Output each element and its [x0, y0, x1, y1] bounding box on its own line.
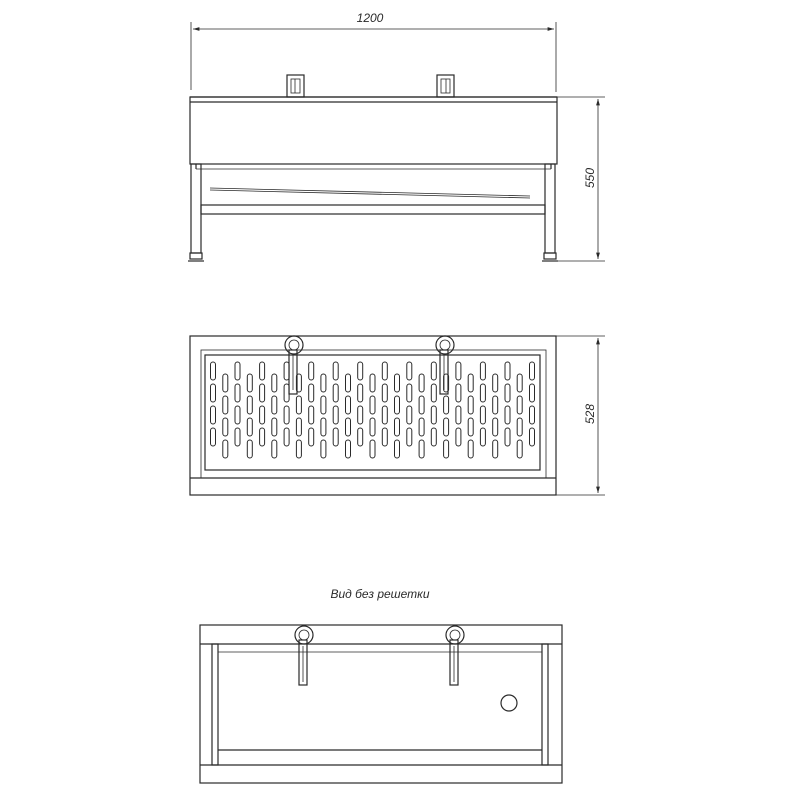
grate-slot: [321, 440, 326, 458]
grate-slot: [223, 396, 228, 414]
top-view: [190, 336, 605, 495]
grate-slot: [223, 440, 228, 458]
grate-slot: [480, 384, 485, 402]
width-dimension-label: 1200: [356, 11, 384, 25]
grate-slot: [517, 440, 522, 458]
grate-slot: [358, 428, 363, 446]
drain-hole: [501, 695, 517, 711]
grate-slot: [272, 396, 277, 414]
grate-slot: [260, 428, 265, 446]
top-view-outline: [190, 336, 556, 495]
grate-slot: [235, 362, 240, 380]
grate-slot: [333, 384, 338, 402]
grate-slot: [247, 374, 252, 392]
grate-slot: [407, 384, 412, 402]
view-caption: Вид без решетки: [330, 587, 430, 601]
grate-slot: [395, 418, 400, 436]
grate-slot: [407, 362, 412, 380]
grate-slot: [284, 428, 289, 446]
grate-slot: [211, 406, 216, 424]
grate-slot: [223, 374, 228, 392]
grate-slot: [382, 406, 387, 424]
grate-slot: [247, 418, 252, 436]
view-without-grate: [200, 587, 562, 783]
grate-slot: [346, 440, 351, 458]
grate-slot: [431, 406, 436, 424]
grate-slot: [505, 428, 510, 446]
grate-slot: [517, 418, 522, 436]
grate-slot: [493, 374, 498, 392]
grate-slot: [358, 362, 363, 380]
grate-slot: [346, 418, 351, 436]
front-view: [188, 11, 605, 261]
grate-slot: [456, 384, 461, 402]
height-dimension: [557, 97, 605, 261]
grate-slot: [211, 362, 216, 380]
grate-slot: [370, 440, 375, 458]
grate-slot: [321, 396, 326, 414]
grate-slot: [407, 428, 412, 446]
width-dimension: [191, 11, 556, 92]
grate-slot: [480, 428, 485, 446]
grate-slot: [505, 384, 510, 402]
grate-slot: [444, 418, 449, 436]
grate-slot: [382, 362, 387, 380]
grate-slot: [370, 396, 375, 414]
grate-slot: [333, 362, 338, 380]
grate-slot: [517, 374, 522, 392]
grate-slot: [309, 428, 314, 446]
depth-dimension-label: 528: [583, 403, 597, 425]
grate-slot: [480, 406, 485, 424]
grate-slot: [530, 428, 535, 446]
grate-slot: [358, 406, 363, 424]
grate-slot: [431, 384, 436, 402]
grate-slot: [517, 396, 522, 414]
grate-slot: [370, 418, 375, 436]
grate-slot: [468, 418, 473, 436]
grate-slots: [211, 362, 535, 458]
grate-slot: [260, 362, 265, 380]
grate-slot: [419, 440, 424, 458]
grate-slot: [260, 406, 265, 424]
grate-slot: [309, 384, 314, 402]
grate-slot: [444, 440, 449, 458]
grate-slot: [493, 396, 498, 414]
grate-slot: [211, 428, 216, 446]
grate-slot: [456, 362, 461, 380]
frame-legs: [188, 164, 558, 261]
grate-slot: [296, 396, 301, 414]
grate-slot: [530, 362, 535, 380]
grate-slot: [493, 418, 498, 436]
grate-slot: [456, 406, 461, 424]
grate-slot: [296, 440, 301, 458]
grate-slot: [480, 362, 485, 380]
grate-slot: [456, 428, 461, 446]
grate-slot: [321, 374, 326, 392]
grate-slot: [260, 384, 265, 402]
faucet-left: [287, 75, 304, 97]
grate-slot: [395, 396, 400, 414]
grate-slot: [358, 384, 363, 402]
grate-slot: [309, 406, 314, 424]
grate-slot: [284, 384, 289, 402]
grate-slot: [530, 384, 535, 402]
grate-slot: [530, 406, 535, 424]
grate-slot: [505, 406, 510, 424]
grate-slot: [333, 428, 338, 446]
grate-slot: [346, 374, 351, 392]
grate-slot: [468, 374, 473, 392]
sink-body-front: [190, 97, 557, 169]
grate-slot: [235, 428, 240, 446]
grate-slot: [284, 362, 289, 380]
grate-slot: [321, 418, 326, 436]
grate-slot: [468, 396, 473, 414]
grate-slot: [407, 406, 412, 424]
grate-slot: [346, 396, 351, 414]
grate-slot: [235, 406, 240, 424]
grate-slot: [247, 396, 252, 414]
grate-slot: [370, 374, 375, 392]
grate-slot: [272, 374, 277, 392]
grate-slot: [247, 440, 252, 458]
grate-slot: [493, 440, 498, 458]
grate-slot: [431, 428, 436, 446]
grate-slot: [395, 440, 400, 458]
grate-slot: [468, 440, 473, 458]
faucet-bottom-left: [295, 626, 313, 685]
grate-slot: [505, 362, 510, 380]
grate-slot: [419, 374, 424, 392]
grate-slot: [272, 418, 277, 436]
grate-slot: [272, 440, 277, 458]
bottom-view-outline: [200, 625, 562, 783]
drain-slope-line: [210, 188, 530, 196]
grate-slot: [382, 428, 387, 446]
grate-slot: [333, 406, 338, 424]
grate-slot: [309, 362, 314, 380]
grate-slot: [419, 396, 424, 414]
depth-dimension: [556, 336, 605, 495]
grate-slot: [223, 418, 228, 436]
grate-slot: [211, 384, 216, 402]
grate-slot: [431, 362, 436, 380]
faucet-bottom-right: [446, 626, 464, 685]
grate-slot: [296, 418, 301, 436]
grate-slot: [235, 384, 240, 402]
grate-slot: [284, 406, 289, 424]
grate-slot: [444, 396, 449, 414]
grate-slot: [395, 374, 400, 392]
grate-slot: [419, 418, 424, 436]
height-dimension-label: 550: [583, 167, 597, 189]
faucet-right: [437, 75, 454, 97]
grate-slot: [382, 384, 387, 402]
